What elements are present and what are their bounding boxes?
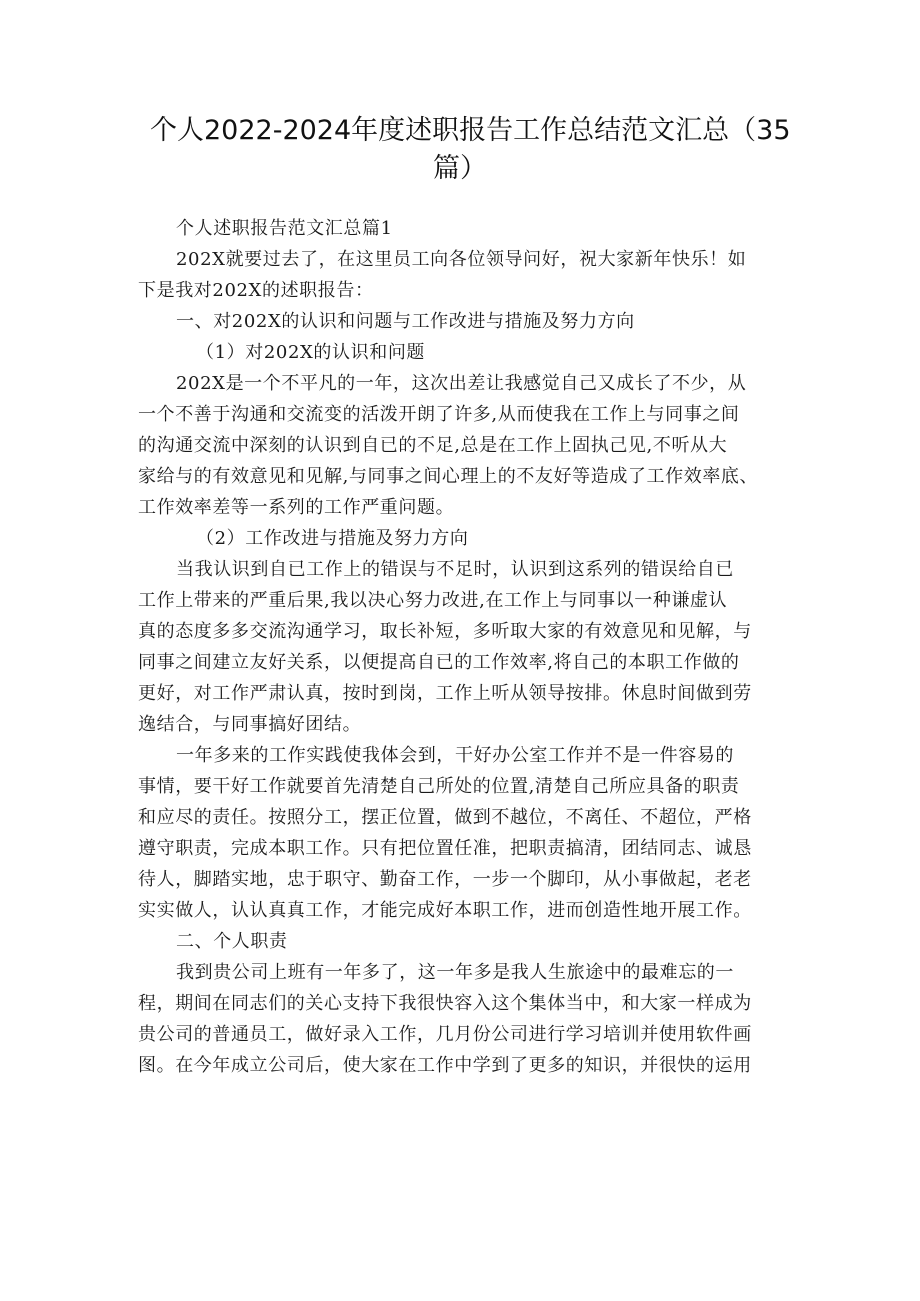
text-line: 我到贵公司上班有一年多了，这一年多是我人生旅途中的最难忘的一 <box>176 962 734 983</box>
text-line: 个人述职报告范文汇总篇1 <box>176 218 393 239</box>
text-line: 下是我对202X的述职报告： <box>138 280 374 301</box>
text-line: 和应尽的责任。按照分工，摆正位置，做到不越位，不离任、不超位，严格 <box>138 807 752 828</box>
text-line: 待人，脚踏实地，忠于职守、勤奋工作，一步一个脚印，从小事做起，老老 <box>138 869 752 890</box>
text-line: 遵守职责，完成本职工作。只有把位置任准，把职责搞清，团结同志、诚恳 <box>138 838 752 859</box>
text-line: （1）对202X的认识和问题 <box>196 342 426 363</box>
text-line: （2）工作改进与措施及努力方向 <box>196 528 469 549</box>
text-line: 更好，对工作严肃认真，按时到岗，工作上听从领导按排。休息时间做到劳 <box>138 683 752 704</box>
text-line: 一、对202X的认识和问题与工作改进与措施及努力方向 <box>176 311 635 332</box>
document-body <box>138 213 800 1081</box>
text-line: 实实做人，认认真真工作，才能完成好本职工作，进而创造性地开展工作。 <box>138 900 752 921</box>
text-line: 贵公司的普通员工，做好录入工作，几月份公司进行学习培训并使用软件画 <box>138 1024 752 1045</box>
text-line: 工作上带来的严重后果,我以决心努力改进,在工作上与同事以一种谦虚认 <box>138 590 728 611</box>
text-line: 程，期间在同志们的关心支持下我很快容入这个集体当中，和大家一样成为 <box>138 993 752 1014</box>
text-line: 202X就要过去了，在这里员工向各位领导问好，祝大家新年快乐！如 <box>176 249 747 270</box>
text-line: 家给与的有效意见和见解,与同事之间心理上的不友好等造成了工作效率底、 <box>138 466 759 487</box>
text-line: 当我认识到自已工作上的错误与不足时，认识到这系列的错误给自已 <box>176 559 734 580</box>
text-line: 工作效率差等一系列的工作严重问题。 <box>138 497 455 518</box>
document-title <box>150 112 791 188</box>
text-line: 同事之间建立友好关系，以便提高自已的工作效率,将自己的本职工作做的 <box>138 652 740 673</box>
text-line: 202X是一个不平凡的一年，这次出差让我感觉自己又成长了不少，从 <box>176 373 747 394</box>
title-line: 篇） <box>433 153 487 184</box>
text-line: 一年多来的工作实践使我体会到，干好办公室工作并不是一件容易的 <box>176 745 734 766</box>
text-line: 真的态度多多交流沟通学习，取长补短，多听取大家的有效意见和见解，与 <box>138 621 752 642</box>
text-line: 事情，要干好工作就要首先清楚自己所处的位置,清楚自己所应具备的职责 <box>138 776 740 797</box>
text-line: 一个不善于沟通和交流变的活泼开朗了许多,从而使我在工作上与同事之间 <box>138 404 740 425</box>
title-line: 个人2022-2024年度述职报告工作总结范文汇总（35 <box>150 115 791 146</box>
text-line: 逸结合，与同事搞好团结。 <box>138 714 362 735</box>
text-line: 的沟通交流中深刻的认识到自已的不足,总是在工作上固执己见,不听从大 <box>138 435 728 456</box>
text-line: 图。在今年成立公司后，使大家在工作中学到了更多的知识，并很快的运用 <box>138 1055 752 1076</box>
text-line: 二、个人职责 <box>176 931 288 952</box>
